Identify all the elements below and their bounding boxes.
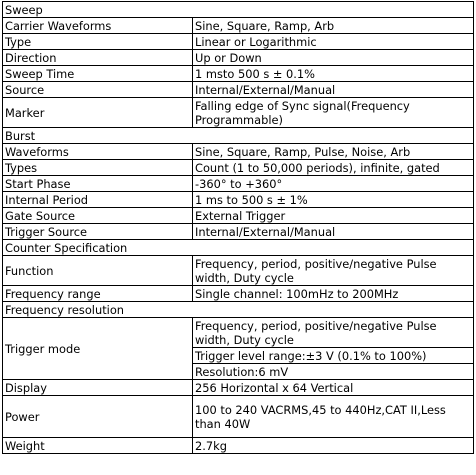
table-row: [3, 256, 474, 286]
table-row: [3, 144, 474, 160]
spec-label: Internal Period: [3, 192, 193, 208]
table-row: [3, 160, 474, 176]
spec-value: 1 msto 500 s ± 0.1%: [193, 66, 474, 82]
table-row: [3, 318, 474, 348]
table-row: [3, 50, 474, 66]
spec-value: Resolution:6 mV: [193, 364, 474, 380]
spec-label: Waveforms: [3, 144, 193, 160]
spec-value: Single channel: 100mHz to 200MHz: [193, 286, 474, 302]
section-row-burst: [3, 128, 474, 144]
spec-value: Sine, Square, Ramp, Pulse, Noise, Arb: [193, 144, 474, 160]
spec-label: Display: [3, 380, 193, 396]
spec-value: Falling edge of Sync signal(Frequency Programmable): [193, 98, 474, 128]
table-row: [3, 224, 474, 240]
spec-value: -360° to +360°: [193, 176, 474, 192]
table-row: [3, 438, 474, 454]
spec-value: Linear or Logarithmic: [193, 34, 474, 50]
spec-label: Source: [3, 82, 193, 98]
spec-label: Frequency resolution: [3, 302, 474, 318]
spec-value: 1 ms to 500 s ± 1%: [193, 192, 474, 208]
table-row: [3, 302, 474, 318]
spec-label: Direction: [3, 50, 193, 66]
spec-label: Trigger mode: [3, 318, 193, 380]
section-title: Burst: [3, 128, 474, 144]
spec-table-container: [2, 1, 473, 454]
spec-label: Type: [3, 34, 193, 50]
table-row: [3, 98, 474, 128]
spec-value: Internal/External/Manual: [193, 224, 474, 240]
spec-value: Trigger level range:±3 V (0.1% to 100%): [193, 348, 474, 364]
spec-value: Frequency, period, positive/negative Pulse width, Duty cycle: [193, 256, 474, 286]
table-row: [3, 286, 474, 302]
spec-label: Power: [3, 396, 193, 438]
spec-label: Marker: [3, 98, 193, 128]
spec-value: 2.7kg: [193, 438, 474, 454]
spec-label: Types: [3, 160, 193, 176]
section-row-sweep: [3, 2, 474, 18]
section-title: Sweep: [3, 2, 474, 18]
section-title: Counter Specification: [3, 240, 474, 256]
table-row: [3, 82, 474, 98]
spec-value: Internal/External/Manual: [193, 82, 474, 98]
table-row: [3, 176, 474, 192]
table-row: [3, 380, 474, 396]
spec-label: Frequency range: [3, 286, 193, 302]
spec-label: Weight: [3, 438, 193, 454]
table-row: [3, 34, 474, 50]
spec-value: External Trigger: [193, 208, 474, 224]
spec-label: Trigger Source: [3, 224, 193, 240]
section-row-counter: [3, 240, 474, 256]
spec-table: [2, 1, 474, 454]
spec-label: Carrier Waveforms: [3, 18, 193, 34]
spec-value: Up or Down: [193, 50, 474, 66]
table-row: [3, 192, 474, 208]
spec-label: Sweep Time: [3, 66, 193, 82]
spec-label: Function: [3, 256, 193, 286]
table-row: [3, 66, 474, 82]
spec-value: Frequency, period, positive/negative Pulse width, Duty cycle: [193, 318, 474, 348]
spec-value: 100 to 240 VACRMS,45 to 440Hz,CAT II,Less than 40W: [193, 396, 474, 438]
spec-label: Start Phase: [3, 176, 193, 192]
spec-value: Sine, Square, Ramp, Arb: [193, 18, 474, 34]
spec-value: 256 Horizontal x 64 Vertical: [193, 380, 474, 396]
table-row: [3, 396, 474, 438]
spec-label: Gate Source: [3, 208, 193, 224]
spec-value: Count (1 to 50,000 periods), infinite, gated: [193, 160, 474, 176]
table-row: [3, 208, 474, 224]
table-row: [3, 18, 474, 34]
